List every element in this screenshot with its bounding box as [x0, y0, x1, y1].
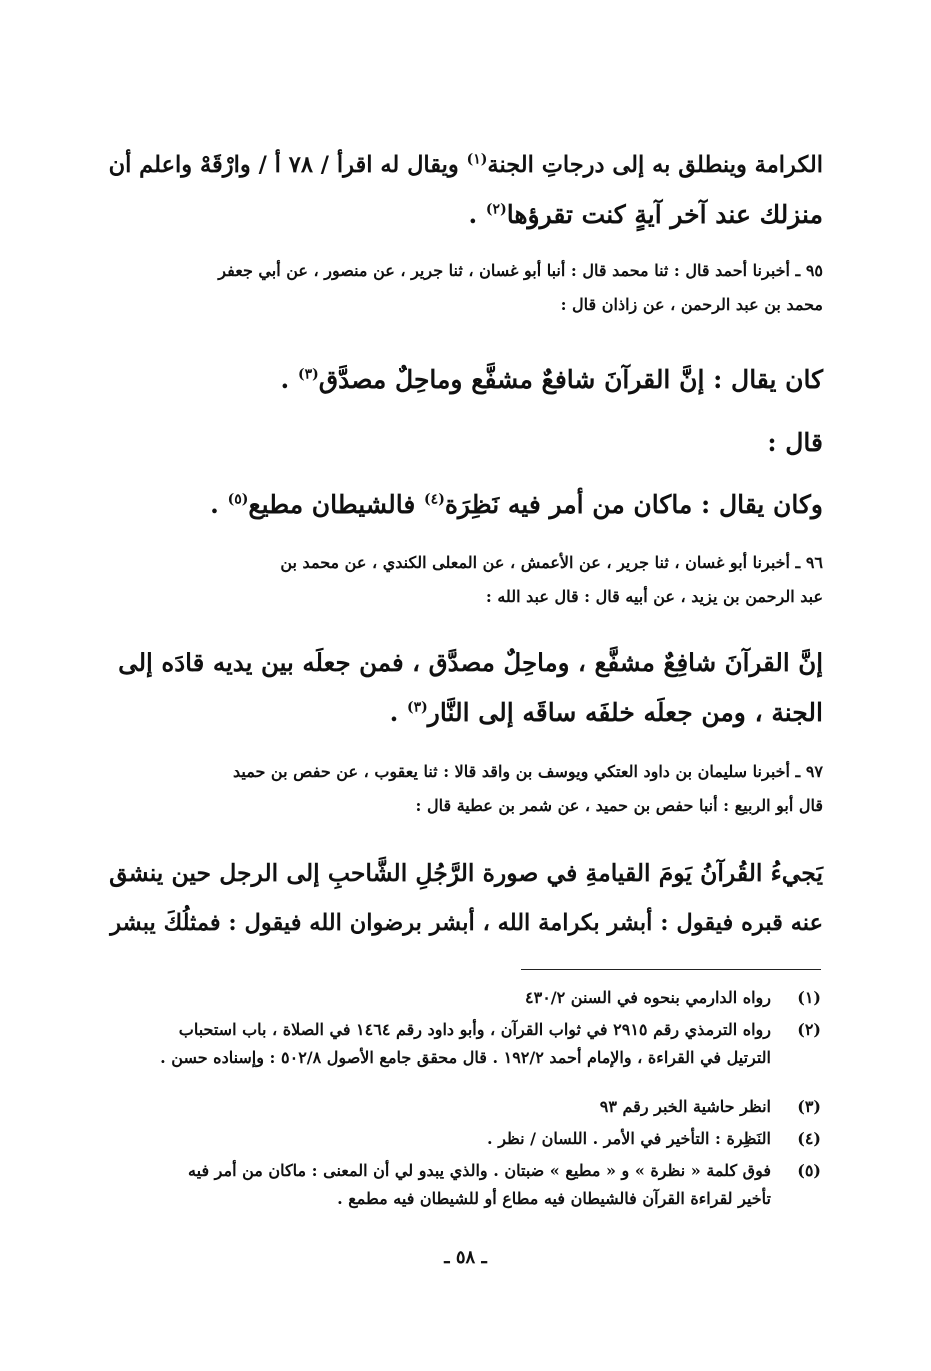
text-segment: .	[389, 698, 407, 727]
footnote-5	[106, 1157, 821, 1213]
footnote-ref: (٤)	[424, 491, 445, 508]
hadith-text	[108, 355, 823, 405]
text-line: ٩٧ ـ أخبرنا سليمان بن داود العتكي ويوسف بن واقد قالا : ثنا يعقوب ، عن حفص بن حميد	[232, 762, 823, 781]
footnote-3	[106, 1093, 821, 1121]
text-segment: الجنة ، ومن جعلَه خلفَه ساقَه إلى النَّار	[427, 698, 823, 727]
footnote-text: رواه الترمذي رقم ٢٩١٥ في ثواب القرآن ، وأبو داود رقم ١٤٦٤ في الصلاة ، باب استحباب	[178, 1020, 771, 1039]
footnote-divider	[521, 969, 821, 970]
text-line: يَجيءُ القُرآنُ يَومَ القيامةِ في صورة الرَّجُلِ الشَّاحبِ إلى الرجل حين ينشق	[109, 859, 823, 887]
footnote-4	[106, 1125, 821, 1153]
text-line: إنَّ القرآنَ شافِعٌ مشفَّع ، وماحِلٌ مصدَّق ، فمن جعلَه بين يديه قادَه إلى	[118, 648, 823, 677]
text-segment: .	[280, 365, 298, 394]
footnote-text: رواه الدارمي بنحوه في السنن ٤٣٠/٢	[525, 988, 771, 1007]
footnote-number: (٢)	[797, 1020, 821, 1039]
footnote-1	[106, 984, 821, 1012]
footnote-ref: (٣)	[406, 699, 428, 716]
footnote-text: النَظِرة : التأخير في الأمر . اللسان / نظر .	[487, 1129, 771, 1148]
page-number: ـ ٥٨ ـ	[444, 1247, 487, 1268]
footnote-ref: (٣)	[297, 366, 319, 383]
text-segment: كان يقال : إنَّ القرآنَ شافعٌ مشفَّع وماحِلٌ مصدَّق	[318, 365, 823, 394]
hadith-text	[108, 418, 823, 468]
text-line: قال أبو الربيع : أنبا حفص بن حميد ، عن شمر بن عطية قال :	[415, 796, 823, 815]
text-segment: وكان يقال : ماكان من أمر فيه نَظِرَة	[444, 490, 823, 519]
footnote-text: تأخير لقراءة القرآن فالشيطان فيه مطاع أو للشيطان فيه مطمع .	[337, 1189, 771, 1208]
isnad-95	[108, 254, 823, 322]
isnad-97	[108, 755, 823, 823]
text-line: ٩٥ ـ أخبرنا أحمد قال : ثنا محمد قال : أنبا أبو غسان ، ثنا جرير ، عن منصور ، عن أبي جعفر	[218, 261, 823, 280]
text-segment: فالشيطان مطيع	[248, 490, 425, 519]
text-segment: .	[468, 200, 486, 229]
footnote-number: (٣)	[797, 1097, 821, 1116]
text-line: محمد بن عبد الرحمن ، عن زاذان قال :	[560, 295, 823, 314]
footnote-ref: (١)	[466, 151, 488, 168]
hadith-text	[108, 638, 823, 738]
footnote-text: فوق كلمة « نظرة » و « مطيع » ضبتان . والذي يبدو لي أن المعنى : ماكان من أمر فيه	[188, 1161, 771, 1180]
text-line	[108, 688, 823, 738]
hadith-text	[108, 480, 823, 530]
footnote-2	[106, 1016, 821, 1072]
footnote-text: الترتيل في القراءة ، والإمام أحمد ١٩٢/٢ . قال محقق جامع الأصول ٥٠٢/٨ : وإسناده حسن .	[160, 1048, 771, 1067]
text-segment: الكرامة وينطلق به إلى درجاتِ الجنة	[487, 152, 823, 178]
text-line	[108, 140, 823, 190]
footnote-number: (٥)	[797, 1161, 821, 1180]
footnote-number: (٤)	[797, 1129, 821, 1148]
text-line: قال :	[767, 428, 823, 457]
footnote-ref: (٢)	[485, 201, 507, 218]
text-segment: .	[210, 490, 228, 519]
paragraph-continuation	[108, 140, 823, 240]
text-line: عنه قبره فيقول : أبشر بكرامة الله ، أبشر برضوان الله فيقول : فمثلُكَ يبشر	[110, 910, 823, 936]
text-line: عبد الرحمن بن يزيد ، عن أبيه قال : قال عبد الله :	[485, 587, 823, 606]
footnote-text: انظر حاشية الخبر رقم ٩٣	[599, 1097, 771, 1116]
text-segment: منزلك عند آخر آيةٍ كنت تقرؤها	[506, 200, 823, 229]
text-segment: ويقال له اقرأ / ٧٨ أ / وارْقَهْ واعلم أن	[108, 152, 467, 178]
footnote-ref: (٥)	[227, 491, 249, 508]
footnote-number: (١)	[797, 988, 821, 1007]
text-line	[108, 190, 823, 240]
hadith-text	[108, 848, 823, 948]
isnad-96	[108, 546, 823, 614]
text-line	[108, 480, 823, 530]
text-line	[108, 355, 823, 405]
text-line: ٩٦ ـ أخبرنا أبو غسان ، ثنا جرير ، عن الأعمش ، عن المعلى الكندي ، عن محمد بن	[280, 553, 823, 572]
